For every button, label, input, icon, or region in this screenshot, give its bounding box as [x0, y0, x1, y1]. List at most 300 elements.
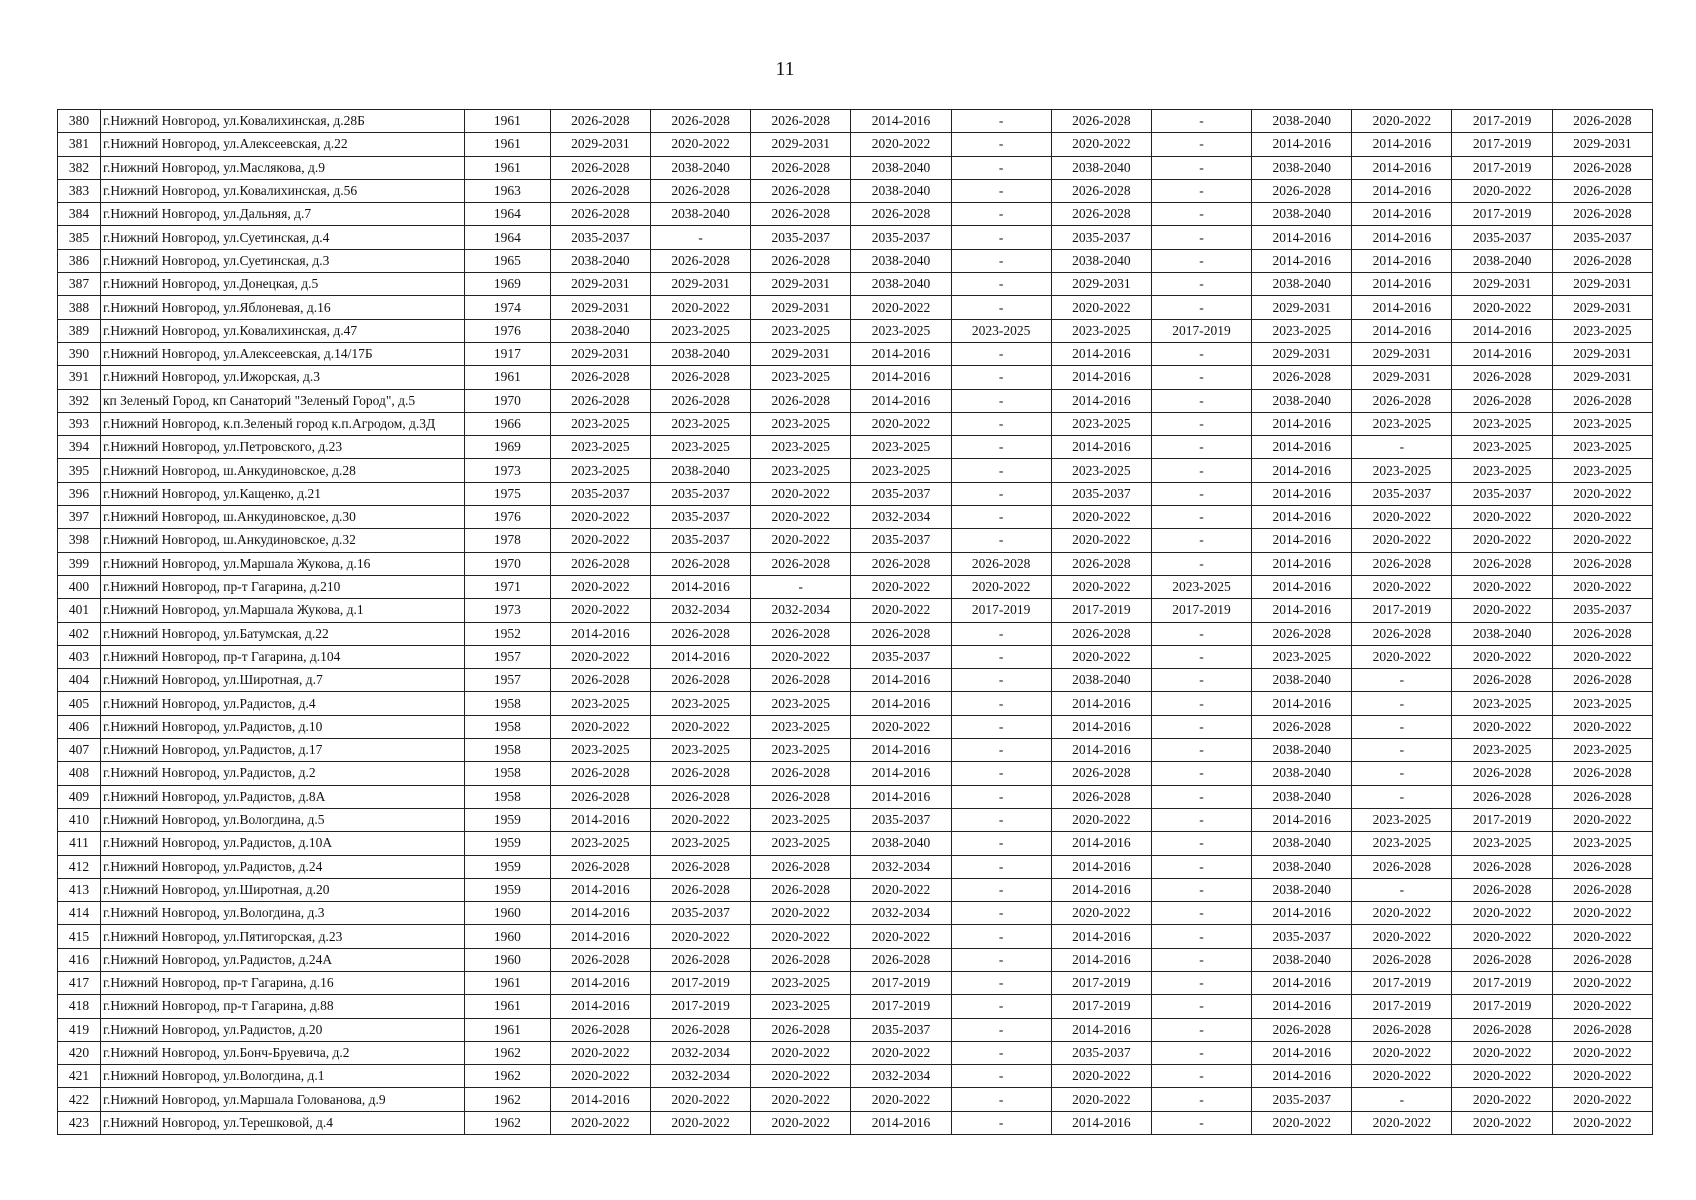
repair-period-cell: 2020-2022 [650, 808, 750, 831]
repair-period-cell: 2026-2028 [751, 1018, 851, 1041]
year-built-cell: 1961 [464, 156, 550, 179]
repair-period-cell: 2026-2028 [751, 762, 851, 785]
repair-period-cell: 2017-2019 [1051, 599, 1151, 622]
year-built-cell: 1978 [464, 529, 550, 552]
repair-period-cell: - [1151, 1111, 1251, 1134]
repair-period-cell: 2026-2028 [1051, 110, 1151, 133]
address-cell: г.Нижний Новгород, ул.Ковалихинская, д.56 [100, 179, 464, 202]
address-cell: г.Нижний Новгород, ул.Ковалихинская, д.28Б [100, 110, 464, 133]
repair-period-cell: 2023-2025 [751, 412, 851, 435]
repair-period-cell: 2029-2031 [751, 342, 851, 365]
repair-period-cell: 2038-2040 [851, 249, 951, 272]
repair-period-cell: 2026-2028 [650, 552, 750, 575]
repair-period-cell: 2035-2037 [851, 529, 951, 552]
year-built-cell: 1960 [464, 948, 550, 971]
repair-period-cell: - [951, 762, 1051, 785]
year-built-cell: 1959 [464, 878, 550, 901]
repair-period-cell: 2017-2019 [1051, 995, 1151, 1018]
repair-period-cell: - [1151, 203, 1251, 226]
row-number-cell: 418 [58, 995, 101, 1018]
repair-period-cell: - [951, 739, 1051, 762]
repair-period-cell: 2023-2025 [1552, 459, 1652, 482]
address-cell: г.Нижний Новгород, ул.Яблоневая, д.16 [100, 296, 464, 319]
repair-period-cell: 2017-2019 [1051, 971, 1151, 994]
row-number-cell: 380 [58, 110, 101, 133]
address-cell: г.Нижний Новгород, ул.Радистов, д.24А [100, 948, 464, 971]
repair-period-cell: - [1151, 506, 1251, 529]
repair-period-cell: - [951, 366, 1051, 389]
repair-period-cell: 2026-2028 [1352, 622, 1452, 645]
year-built-cell: 1976 [464, 506, 550, 529]
repair-period-cell: - [1151, 669, 1251, 692]
repair-period-cell: - [951, 506, 1051, 529]
row-number-cell: 411 [58, 832, 101, 855]
repair-period-cell: 2026-2028 [1452, 762, 1552, 785]
repair-period-cell: 2020-2022 [851, 133, 951, 156]
row-number-cell: 401 [58, 599, 101, 622]
repair-period-cell: 2026-2028 [751, 389, 851, 412]
repair-period-cell: 2026-2028 [1352, 948, 1452, 971]
repair-period-cell: 2029-2031 [1552, 133, 1652, 156]
repair-period-cell: - [951, 133, 1051, 156]
table-row [58, 1041, 1653, 1064]
repair-period-cell: 2038-2040 [851, 832, 951, 855]
repair-period-cell: - [951, 482, 1051, 505]
repair-period-cell: - [1151, 1065, 1251, 1088]
repair-period-cell: - [1151, 366, 1251, 389]
repair-period-cell: 2020-2022 [1051, 133, 1151, 156]
repair-period-cell: - [951, 785, 1051, 808]
repair-period-cell: 2014-2016 [1252, 1065, 1352, 1088]
address-cell: г.Нижний Новгород, ул.Радистов, д.17 [100, 739, 464, 762]
repair-period-cell: 2014-2016 [1252, 575, 1352, 598]
repair-period-cell: 2020-2022 [550, 575, 650, 598]
repair-period-cell: 2020-2022 [851, 1088, 951, 1111]
repair-period-cell: 2035-2037 [851, 645, 951, 668]
repair-period-cell: 2014-2016 [1051, 389, 1151, 412]
repair-period-cell: 2020-2022 [1352, 1041, 1452, 1064]
repair-period-cell: - [1151, 645, 1251, 668]
repair-period-cell: 2014-2016 [851, 110, 951, 133]
address-cell: г.Нижний Новгород, к.п.Зеленый город к.п.Агродом, д.3Д [100, 412, 464, 435]
repair-period-cell: 2029-2031 [1452, 273, 1552, 296]
table-row [58, 669, 1653, 692]
repair-period-cell: 2038-2040 [1252, 156, 1352, 179]
repair-period-cell: - [1352, 436, 1452, 459]
row-number-cell: 400 [58, 575, 101, 598]
repair-period-cell: 2029-2031 [650, 273, 750, 296]
repair-period-cell: 2020-2022 [751, 1088, 851, 1111]
repair-period-cell: 2020-2022 [851, 1041, 951, 1064]
table-row [58, 110, 1653, 133]
repair-period-cell: - [951, 110, 1051, 133]
repair-period-cell: 2014-2016 [1051, 855, 1151, 878]
table-row [58, 366, 1653, 389]
repair-period-cell: - [1151, 436, 1251, 459]
repair-period-cell: 2026-2028 [1552, 249, 1652, 272]
repair-period-cell: - [951, 622, 1051, 645]
repair-period-cell: 2038-2040 [1252, 785, 1352, 808]
repair-period-cell: 2023-2025 [550, 459, 650, 482]
repair-period-cell: 2014-2016 [1051, 1018, 1151, 1041]
repair-period-cell: 2014-2016 [1352, 156, 1452, 179]
repair-period-cell: 2020-2022 [851, 715, 951, 738]
row-number-cell: 409 [58, 785, 101, 808]
table-row [58, 226, 1653, 249]
repair-period-cell: 2020-2022 [1552, 529, 1652, 552]
repair-period-cell: 2029-2031 [550, 273, 650, 296]
repair-period-cell: 2035-2037 [550, 226, 650, 249]
repair-period-cell: 2014-2016 [1252, 692, 1352, 715]
row-number-cell: 382 [58, 156, 101, 179]
year-built-cell: 1969 [464, 273, 550, 296]
year-built-cell: 1976 [464, 319, 550, 342]
repair-period-cell: 2014-2016 [550, 622, 650, 645]
row-number-cell: 396 [58, 482, 101, 505]
address-cell: г.Нижний Новгород, ул.Дальняя, д.7 [100, 203, 464, 226]
repair-period-cell: - [1151, 529, 1251, 552]
repair-period-cell: 2020-2022 [751, 902, 851, 925]
repair-period-cell: - [1352, 669, 1452, 692]
repair-period-cell: - [951, 948, 1051, 971]
repair-period-cell: - [1151, 739, 1251, 762]
repair-period-cell: - [951, 1065, 1051, 1088]
repair-period-cell: 2023-2025 [851, 319, 951, 342]
repair-period-cell: - [1352, 878, 1452, 901]
table-row [58, 715, 1653, 738]
year-built-cell: 1960 [464, 902, 550, 925]
repair-period-cell: 2026-2028 [951, 552, 1051, 575]
repair-period-cell: 2020-2022 [851, 878, 951, 901]
row-number-cell: 420 [58, 1041, 101, 1064]
repair-period-cell: 2023-2025 [550, 412, 650, 435]
repair-period-cell: 2023-2025 [1552, 412, 1652, 435]
table-row [58, 273, 1653, 296]
repair-period-cell: 2026-2028 [550, 785, 650, 808]
repair-period-cell: 2017-2019 [1452, 110, 1552, 133]
repair-period-cell: 2014-2016 [1252, 902, 1352, 925]
repair-period-cell: - [1352, 762, 1452, 785]
repair-period-cell: 2020-2022 [751, 529, 851, 552]
repair-period-cell: 2023-2025 [751, 319, 851, 342]
repair-period-cell: 2035-2037 [851, 808, 951, 831]
year-built-cell: 1973 [464, 599, 550, 622]
address-cell: г.Нижний Новгород, пр-т Гагарина, д.88 [100, 995, 464, 1018]
repair-period-cell: 2020-2022 [1352, 575, 1452, 598]
repair-period-cell: 2023-2025 [1552, 436, 1652, 459]
repair-period-cell: 2020-2022 [1552, 902, 1652, 925]
repair-period-cell: 2035-2037 [751, 226, 851, 249]
repair-period-cell: 2038-2040 [1452, 622, 1552, 645]
year-built-cell: 1969 [464, 436, 550, 459]
repair-period-cell: 2020-2022 [1552, 808, 1652, 831]
repair-period-cell: 2035-2037 [1552, 226, 1652, 249]
address-cell: г.Нижний Новгород, ул.Суетинская, д.3 [100, 249, 464, 272]
repair-period-cell: 2026-2028 [751, 878, 851, 901]
repair-period-cell: 2023-2025 [1252, 645, 1352, 668]
row-number-cell: 402 [58, 622, 101, 645]
repair-period-cell: 2014-2016 [1252, 482, 1352, 505]
address-cell: г.Нижний Новгород, ш.Анкудиновское, д.30 [100, 506, 464, 529]
repair-period-cell: - [951, 645, 1051, 668]
repair-period-cell: 2026-2028 [550, 552, 650, 575]
repair-period-cell: 2035-2037 [1452, 226, 1552, 249]
repair-period-cell: 2026-2028 [550, 1018, 650, 1041]
year-built-cell: 1973 [464, 459, 550, 482]
address-cell: г.Нижний Новгород, ул.Радистов, д.10 [100, 715, 464, 738]
repair-period-cell: 2026-2028 [1452, 366, 1552, 389]
repair-period-cell: 2020-2022 [1352, 1111, 1452, 1134]
repair-period-cell: 2023-2025 [1051, 412, 1151, 435]
repair-period-cell: 2038-2040 [851, 156, 951, 179]
repair-period-cell: - [951, 715, 1051, 738]
repair-period-cell: 2020-2022 [1051, 1065, 1151, 1088]
repair-period-cell: - [951, 156, 1051, 179]
address-cell: г.Нижний Новгород, ул.Вологдина, д.5 [100, 808, 464, 831]
table-row [58, 762, 1653, 785]
repair-period-cell: 2026-2028 [751, 156, 851, 179]
address-cell: г.Нижний Новгород, ул.Терешковой, д.4 [100, 1111, 464, 1134]
repair-period-cell: - [951, 878, 1051, 901]
repair-period-cell: 2026-2028 [1252, 366, 1352, 389]
repair-period-cell: 2038-2040 [650, 156, 750, 179]
repair-period-cell: 2014-2016 [1352, 203, 1452, 226]
repair-period-cell: 2023-2025 [550, 832, 650, 855]
repair-period-cell: 2023-2025 [1352, 459, 1452, 482]
repair-period-cell: - [951, 1111, 1051, 1134]
table-row [58, 529, 1653, 552]
repair-period-cell: 2026-2028 [751, 948, 851, 971]
repair-period-cell: 2035-2037 [1452, 482, 1552, 505]
repair-period-cell: 2020-2022 [1051, 506, 1151, 529]
repair-period-cell: - [951, 459, 1051, 482]
repair-period-cell: 2020-2022 [550, 529, 650, 552]
year-built-cell: 1971 [464, 575, 550, 598]
repair-period-cell: 2014-2016 [650, 645, 750, 668]
year-built-cell: 1966 [464, 412, 550, 435]
table-row [58, 599, 1653, 622]
repair-period-cell: 2032-2034 [650, 1041, 750, 1064]
address-cell: г.Нижний Новгород, ул.Бонч-Бруевича, д.2 [100, 1041, 464, 1064]
repair-period-cell: 2026-2028 [650, 1018, 750, 1041]
repair-period-cell: - [1352, 1088, 1452, 1111]
repair-period-cell: 2017-2019 [1352, 995, 1452, 1018]
table-row [58, 436, 1653, 459]
repair-period-cell: 2026-2028 [1552, 156, 1652, 179]
repair-period-cell: 2014-2016 [851, 785, 951, 808]
repair-period-cell: 2020-2022 [1051, 808, 1151, 831]
repair-period-cell: 2020-2022 [751, 506, 851, 529]
row-number-cell: 391 [58, 366, 101, 389]
repair-period-cell: 2026-2028 [1452, 552, 1552, 575]
repair-period-cell: 2026-2028 [650, 622, 750, 645]
repair-period-cell: 2023-2025 [1552, 739, 1652, 762]
address-cell: г.Нижний Новгород, ул.Радистов, д.8А [100, 785, 464, 808]
table-row [58, 622, 1653, 645]
repair-period-cell: 2023-2025 [1051, 459, 1151, 482]
repair-period-cell: 2014-2016 [851, 739, 951, 762]
row-number-cell: 408 [58, 762, 101, 785]
repair-period-cell: - [1151, 715, 1251, 738]
table-row [58, 995, 1653, 1018]
repair-period-cell: 2035-2037 [1552, 599, 1652, 622]
repair-period-cell: 2026-2028 [550, 366, 650, 389]
repair-period-cell: 2035-2037 [650, 529, 750, 552]
repair-period-cell: 2014-2016 [1452, 319, 1552, 342]
repair-period-cell: - [1352, 715, 1452, 738]
page-number: 11 [775, 58, 795, 80]
table-row [58, 832, 1653, 855]
row-number-cell: 422 [58, 1088, 101, 1111]
repair-period-cell: 2020-2022 [1552, 645, 1652, 668]
repair-period-cell: 2032-2034 [851, 902, 951, 925]
repair-period-cell: 2026-2028 [650, 785, 750, 808]
address-cell: г.Нижний Новгород, ул.Петровского, д.23 [100, 436, 464, 459]
repair-period-cell: - [951, 692, 1051, 715]
repair-period-cell: 2038-2040 [650, 203, 750, 226]
table-row [58, 971, 1653, 994]
year-built-cell: 1975 [464, 482, 550, 505]
repair-period-cell: 2026-2028 [751, 622, 851, 645]
repair-period-cell: 2032-2034 [650, 1065, 750, 1088]
repair-period-cell: 2026-2028 [550, 762, 650, 785]
repair-period-cell: 2026-2028 [550, 156, 650, 179]
repair-period-cell: 2020-2022 [1452, 925, 1552, 948]
repair-period-cell: 2023-2025 [751, 971, 851, 994]
repair-period-cell: - [951, 925, 1051, 948]
repair-period-cell: 2035-2037 [1352, 482, 1452, 505]
repair-period-cell: 2038-2040 [1252, 669, 1352, 692]
table-row [58, 203, 1653, 226]
table-body [58, 110, 1653, 1135]
repair-period-cell: 2023-2025 [650, 739, 750, 762]
repair-period-cell: 2014-2016 [1352, 133, 1452, 156]
repair-period-cell: - [951, 249, 1051, 272]
repair-period-cell: - [951, 902, 1051, 925]
address-cell: г.Нижний Новгород, ул.Радистов, д.2 [100, 762, 464, 785]
repair-period-cell: 2026-2028 [1352, 1018, 1452, 1041]
repair-period-cell: - [1151, 692, 1251, 715]
year-built-cell: 1962 [464, 1111, 550, 1134]
repair-period-cell: 2014-2016 [1051, 739, 1151, 762]
row-number-cell: 394 [58, 436, 101, 459]
repair-period-cell: 2026-2028 [1252, 1018, 1352, 1041]
repair-period-cell: 2020-2022 [1552, 1088, 1652, 1111]
repair-period-cell: 2014-2016 [1252, 529, 1352, 552]
repair-period-cell: 2035-2037 [550, 482, 650, 505]
repair-period-cell: - [951, 669, 1051, 692]
repair-period-cell: 2038-2040 [1452, 249, 1552, 272]
repair-period-cell: - [1151, 412, 1251, 435]
repair-period-cell: 2020-2022 [550, 1065, 650, 1088]
repair-period-cell: 2020-2022 [1352, 529, 1452, 552]
repair-period-cell: - [1151, 925, 1251, 948]
repair-period-cell: 2020-2022 [1552, 1065, 1652, 1088]
repair-period-cell: 2032-2034 [751, 599, 851, 622]
repair-period-cell: 2020-2022 [550, 599, 650, 622]
row-number-cell: 384 [58, 203, 101, 226]
repair-period-cell: 2035-2037 [851, 226, 951, 249]
row-number-cell: 423 [58, 1111, 101, 1134]
repair-period-cell: - [1151, 1088, 1251, 1111]
year-built-cell: 1961 [464, 133, 550, 156]
repair-period-cell: - [1151, 226, 1251, 249]
repair-period-cell: 2038-2040 [1252, 878, 1352, 901]
repair-period-cell: 2017-2019 [1452, 133, 1552, 156]
repair-period-cell: 2017-2019 [851, 971, 951, 994]
repair-period-cell: 2038-2040 [550, 319, 650, 342]
repair-period-cell: 2017-2019 [650, 995, 750, 1018]
repair-period-cell: 2038-2040 [1252, 110, 1352, 133]
repair-period-cell: 2020-2022 [751, 645, 851, 668]
repair-period-cell: 2020-2022 [1552, 1041, 1652, 1064]
repair-period-cell: 2020-2022 [1051, 529, 1151, 552]
repair-period-cell: 2014-2016 [851, 366, 951, 389]
repair-period-cell: 2026-2028 [550, 669, 650, 692]
repair-period-cell: - [1352, 785, 1452, 808]
year-built-cell: 1958 [464, 785, 550, 808]
row-number-cell: 416 [58, 948, 101, 971]
repair-period-cell: 2026-2028 [1452, 785, 1552, 808]
repair-period-cell: - [1352, 692, 1452, 715]
repair-period-cell: 2017-2019 [1452, 156, 1552, 179]
repair-period-cell: 2020-2022 [1452, 1088, 1552, 1111]
repair-period-cell: 2032-2034 [851, 506, 951, 529]
repair-period-cell: 2014-2016 [1252, 971, 1352, 994]
repair-period-cell: 2020-2022 [751, 1111, 851, 1134]
repair-period-cell: 2014-2016 [1352, 179, 1452, 202]
year-built-cell: 1952 [464, 622, 550, 645]
year-built-cell: 1957 [464, 645, 550, 668]
repair-period-cell: 2026-2028 [1552, 1018, 1652, 1041]
repair-period-cell: - [1151, 855, 1251, 878]
repair-period-cell: - [951, 1088, 1051, 1111]
repair-period-cell: 2017-2019 [1151, 599, 1251, 622]
repair-period-cell: 2017-2019 [1352, 599, 1452, 622]
repair-period-cell: - [1151, 1018, 1251, 1041]
repair-period-cell: 2014-2016 [1352, 319, 1452, 342]
repair-period-cell: 2014-2016 [550, 878, 650, 901]
year-built-cell: 1959 [464, 832, 550, 855]
year-built-cell: 1961 [464, 1018, 550, 1041]
address-cell: г.Нижний Новгород, ул.Донецкая, д.5 [100, 273, 464, 296]
repair-period-cell: 2026-2028 [650, 878, 750, 901]
repair-period-cell: 2023-2025 [650, 412, 750, 435]
table-row [58, 645, 1653, 668]
repair-period-cell: 2023-2025 [851, 459, 951, 482]
repair-period-cell: 2029-2031 [1352, 366, 1452, 389]
repair-period-cell: 2017-2019 [1151, 319, 1251, 342]
repair-period-cell: 2017-2019 [1452, 203, 1552, 226]
table-row [58, 552, 1653, 575]
repair-period-cell: - [1151, 482, 1251, 505]
repair-period-cell: 2026-2028 [650, 389, 750, 412]
repair-period-cell: 2017-2019 [650, 971, 750, 994]
year-built-cell: 1961 [464, 110, 550, 133]
repair-period-cell: - [1151, 552, 1251, 575]
repair-period-cell: 2014-2016 [1051, 342, 1151, 365]
row-number-cell: 410 [58, 808, 101, 831]
repair-period-cell: 2026-2028 [1552, 389, 1652, 412]
year-built-cell: 1970 [464, 389, 550, 412]
repair-period-cell: 2023-2025 [1051, 319, 1151, 342]
address-cell: г.Нижний Новгород, ул.Алексеевская, д.14/17Б [100, 342, 464, 365]
repair-period-cell: 2017-2019 [1452, 971, 1552, 994]
repair-period-cell: 2020-2022 [1552, 506, 1652, 529]
repair-period-cell: 2032-2034 [851, 1065, 951, 1088]
address-cell: г.Нижний Новгород, ул.Алексеевская, д.22 [100, 133, 464, 156]
address-cell: г.Нижний Новгород, ул.Широтная, д.20 [100, 878, 464, 901]
